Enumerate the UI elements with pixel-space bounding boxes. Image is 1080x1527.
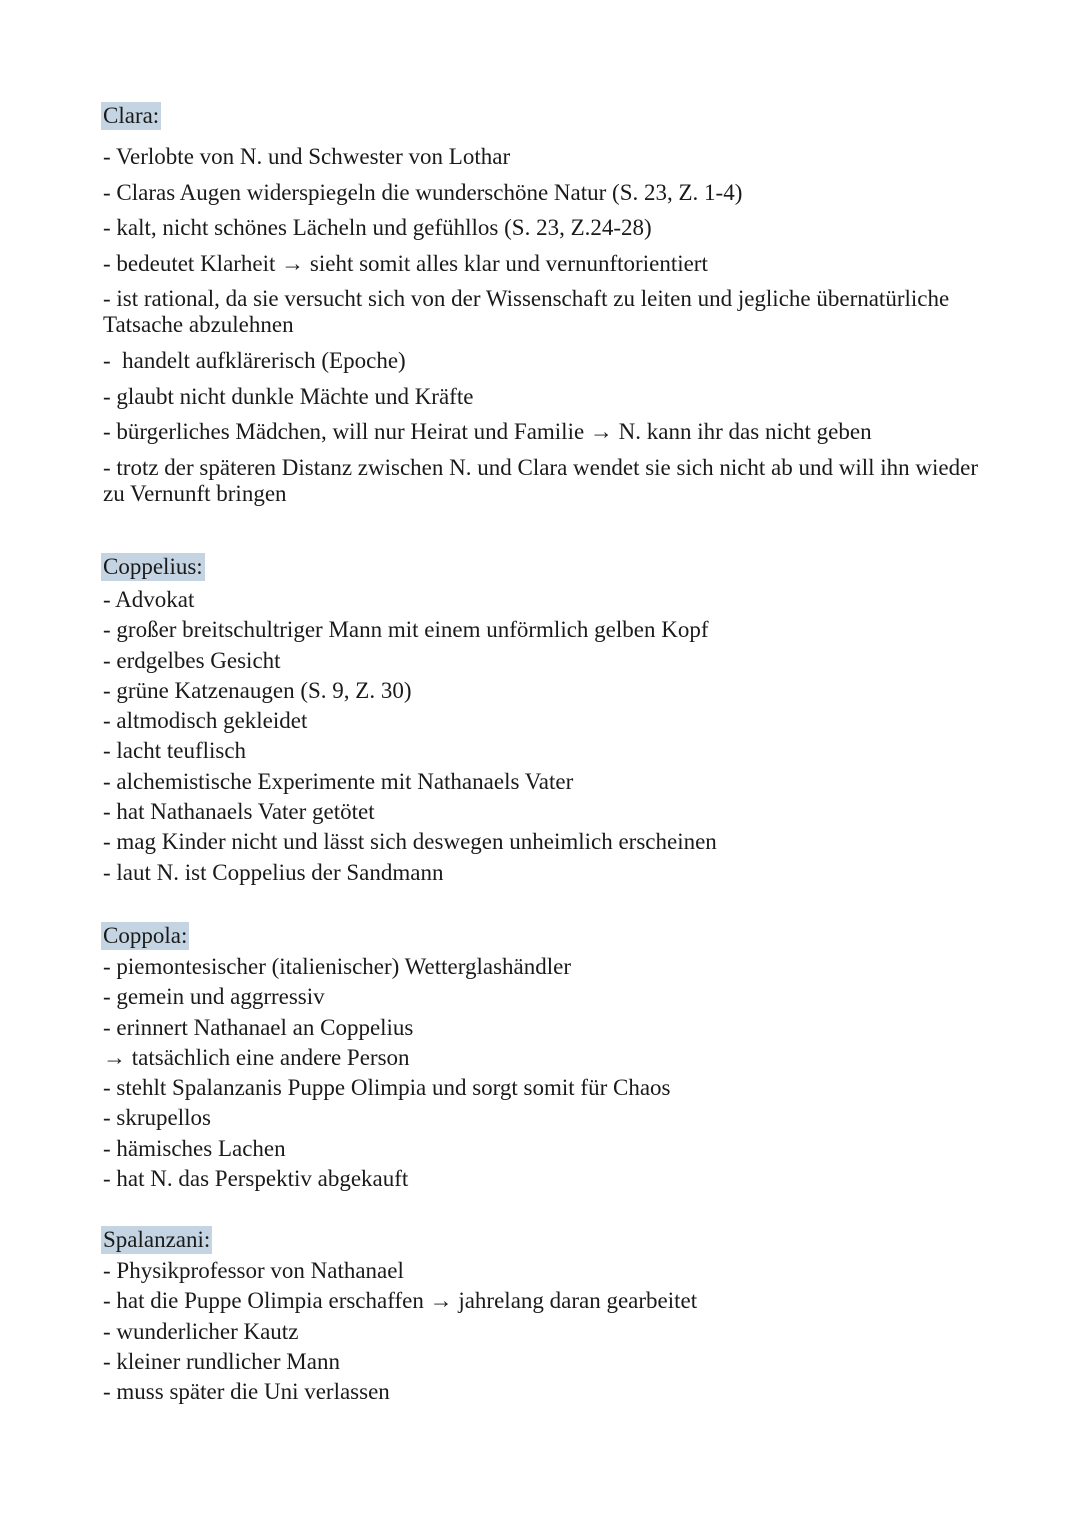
list-item: - hämisches Lachen [103, 1135, 286, 1161]
list-item: - wunderlicher Kautz [103, 1318, 299, 1344]
list-item: - erdgelbes Gesicht [103, 647, 281, 673]
list-item: - mag Kinder nicht und lässt sich deswegen unheimlich erscheinen [103, 829, 717, 855]
list-item: - Physikprofessor von Nathanael [103, 1258, 404, 1283]
list-item: - gemein und aggrressiv [103, 984, 325, 1010]
list-item: - piemontesischer (italienischer) Wetterglashändler [103, 954, 571, 979]
section-heading: Coppola: [103, 923, 188, 948]
list-item: - trotz der späteren Distanz zwischen N. und Clara wendet sie sich nicht ab und will ihn wieder zu Vernunft bringen [103, 454, 984, 506]
list-item: - kleiner rundlicher Mann [103, 1348, 340, 1374]
list-item: - stehlt Spalanzanis Puppe Olimpia und sorgt somit für Chaos [103, 1075, 671, 1101]
list-item: - ist rational, da sie versucht sich von der Wissenschaft zu leiten und jegliche übernatürliche Tatsache abzulehnen [103, 286, 955, 338]
list-item: - skrupellos [103, 1105, 211, 1131]
list-item: - Verlobte von N. und Schwester von Lothar [103, 144, 511, 169]
section-coppelius [103, 553, 1003, 888]
list-item: - hat die Puppe Olimpia erschaffen → jahrelang daran gearbeitet [103, 1288, 698, 1314]
list-item: - hat Nathanaels Vater getötet [103, 799, 375, 825]
list-item: - altmodisch gekleidet [103, 708, 308, 734]
list-item: - glaubt nicht dunkle Mächte und Kräfte [103, 383, 474, 409]
list-item: - Advokat [103, 587, 195, 612]
list-item: - laut N. ist Coppelius der Sandmann [103, 859, 444, 885]
list-item: - bedeutet Klarheit → sieht somit alles klar und vernunftorientiert [103, 250, 708, 276]
list-item: - handelt aufklärerisch (Epoche) [103, 347, 406, 373]
list-item: - lacht teuflisch [103, 738, 247, 764]
bullet-list [103, 144, 1003, 507]
list-item: - alchemistische Experimente mit Nathanaels Vater [103, 768, 574, 794]
list-item: - muss später die Uni verlassen [103, 1379, 390, 1405]
bullet-list [103, 1256, 1003, 1407]
bullet-list [103, 952, 1003, 1194]
section-clara [103, 102, 1003, 516]
section-heading: Coppelius: [103, 554, 203, 579]
list-item: - Claras Augen widerspiegeln die wunderschöne Natur (S. 23, Z. 1-4) [103, 179, 743, 205]
list-item: - großer breitschultriger Mann mit einem unförmlich gelben Kopf [103, 617, 709, 643]
list-item: → tatsächlich eine andere Person [103, 1044, 410, 1070]
list-item: - erinnert Nathanael an Coppelius [103, 1014, 414, 1040]
section-coppola [103, 922, 1003, 1194]
bullet-list [103, 585, 1003, 888]
section-spalanzani [103, 1226, 1003, 1407]
list-item: - grüne Katzenaugen (S. 9, Z. 30) [103, 677, 412, 703]
list-item: - kalt, nicht schönes Lächeln und gefühllos (S. 23, Z.24-28) [103, 215, 652, 241]
list-item: - hat N. das Perspektiv abgekauft [103, 1166, 409, 1192]
list-item: - bürgerliches Mädchen, will nur Heirat und Familie → N. kann ihr das nicht geben [103, 419, 872, 445]
section-heading: Spalanzani: [103, 1227, 211, 1252]
section-heading: Clara: [103, 103, 160, 128]
